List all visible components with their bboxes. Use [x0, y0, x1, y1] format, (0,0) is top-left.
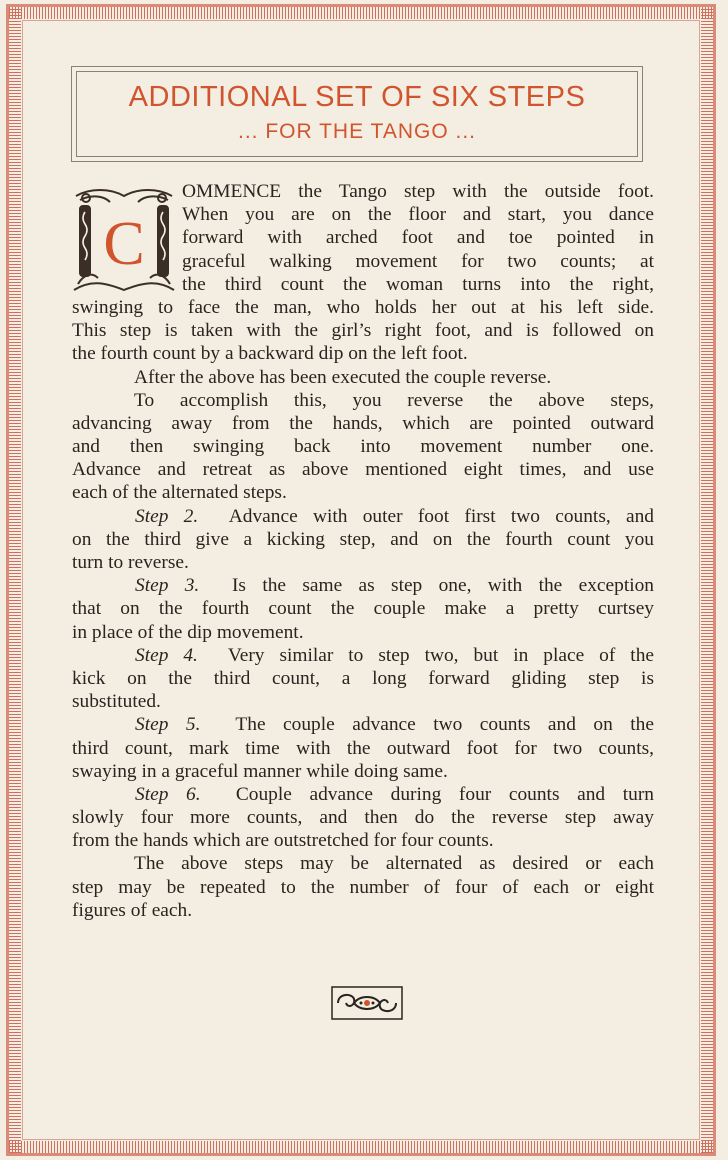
step-6-first-line	[72, 783, 654, 806]
step-label: Step 6.	[135, 783, 201, 805]
text-line: and then swinging back into movement number one.	[72, 436, 654, 458]
text-line: each of the alternated steps.	[72, 482, 287, 504]
page-subtitle: ... FOR THE TANGO ...	[237, 120, 477, 143]
text-line: When you are on the floor and start, you dance	[182, 204, 654, 226]
step-label: Step 5.	[135, 714, 201, 736]
step-5-first-line	[72, 713, 654, 736]
text-line: that on the fourth count the couple make a pretty curtsey	[72, 598, 654, 620]
step-label: Step 3.	[135, 575, 200, 597]
border-hatch-left	[9, 7, 21, 1153]
border-hatch-bottom	[9, 1141, 713, 1153]
text-line: in place of the dip movement.	[72, 621, 304, 643]
text-line: Advance and retreat as above mentioned eight times, and use	[72, 459, 654, 481]
text-line: on the third give a kicking step, and on the fourth count you	[72, 528, 654, 550]
text-segment: Advance with outer foot first two counts, and	[228, 505, 654, 527]
text-segment: Is the same as step one, with the exception	[231, 575, 654, 597]
step-label: Step 4.	[135, 644, 198, 666]
text-line: figures of each.	[72, 899, 193, 921]
text-segment: Very similar to step two, but in place of the	[227, 644, 654, 666]
page-title: ADDITIONAL SET OF SIX STEPS	[128, 81, 586, 113]
text-line: The above steps may be alternated as desired or each	[134, 853, 654, 875]
text-line: substituted.	[72, 691, 161, 713]
text-line: After the above has been executed the couple reverse.	[134, 366, 552, 388]
text-line: OMMENCE the Tango step with the outside foot.	[182, 181, 654, 202]
text-line: kick on the third count, a long forward gliding step is	[72, 667, 654, 689]
text-line: step may be repeated to the number of four of each or eight	[72, 876, 654, 898]
text-line: the third count the woman turns into the right,	[182, 273, 654, 295]
text-segment: Couple advance during four counts and turn	[235, 783, 654, 805]
step-2-first-line	[72, 505, 654, 528]
text-line: the fourth count by a backward dip on the left foot.	[72, 343, 468, 365]
text-line: slowly four more counts, and then do the reverse step away	[72, 807, 654, 829]
border-hatch-top	[9, 7, 713, 19]
text-line: swaying in a graceful manner while doing same.	[72, 760, 448, 782]
text-line: turn to reverse.	[72, 552, 189, 573]
text-line: To accomplish this, you reverse the above steps,	[134, 389, 654, 411]
border-hatch-right	[701, 7, 713, 1153]
step-label: Step 2.	[135, 505, 199, 527]
text-line: forward with arched foot and toe pointed in	[182, 227, 654, 249]
tailpiece-ornament-icon	[330, 985, 404, 1021]
text-line: swinging to face the man, who holds her out at his left side.	[72, 296, 654, 318]
step-3-first-line	[72, 574, 654, 597]
step-4-first-line	[72, 644, 654, 667]
text-line: third count, mark time with the outward foot for two counts,	[72, 737, 654, 759]
text-line: graceful walking movement for two counts; at	[182, 250, 654, 272]
text-line: advancing away from the hands, which are pointed outward	[72, 412, 654, 434]
text-line: from the hands which are outstretched for four counts.	[72, 830, 494, 852]
text-segment: The couple advance two counts and on the	[235, 714, 654, 736]
dropcap-letter: C	[103, 210, 145, 278]
article-body	[72, 180, 654, 922]
text-line: This step is taken with the girl’s right foot, and is followed on	[72, 320, 654, 342]
